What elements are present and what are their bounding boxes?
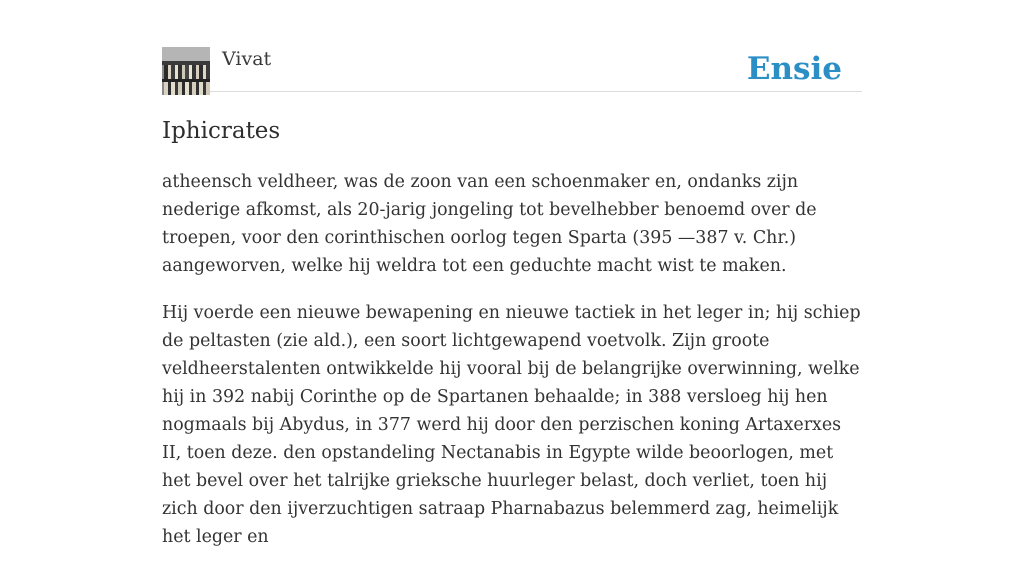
bookshelf-avatar-icon <box>162 47 210 95</box>
header <box>162 47 862 92</box>
avatar[interactable] <box>162 47 210 95</box>
page-title: Iphicrates <box>162 118 281 144</box>
article-paragraph: Hij voerde een nieuwe bewapening en nieuwe tactiek in het leger in; hij schiep de peltasten (zie ald.), een soort lichtgewapend voetvolk. Zijn groote veldheerstalenten ontwikkelde hij vooral bij de belangrijke overwinning, welke hij in 392 nabij Corinthe op de Spartanen behaalde; in 388 versloeg hij hen nogmaals bij Abydus, in 377 werd hij door den perzischen koning Artaxerxes II, toen deze. den opstandeling Nectanabis in Egypte wilde beoorlogen, met het bevel over het talrijke grieksche huurleger belast, doch verliet, toen hij zich door den ijverzuchtigen satraap Pharnabazus belemmerd zag, heimelijk het leger en <box>162 303 861 547</box>
article-body <box>162 168 862 570</box>
brand-logo[interactable]: Ensie <box>746 51 842 87</box>
source-name[interactable]: Vivat <box>222 48 272 70</box>
article-paragraph: atheensch veldheer, was de zoon van een schoenmaker en, ondanks zijn nederige afkomst, als 20-jarig jongeling tot bevelhebber benoemd over de troepen, voor den corinthischen oorlog tegen Sparta (395 —387 v. Chr.) aangeworven, welke hij weldra tot een geduchte macht wist te maken. <box>162 172 817 276</box>
